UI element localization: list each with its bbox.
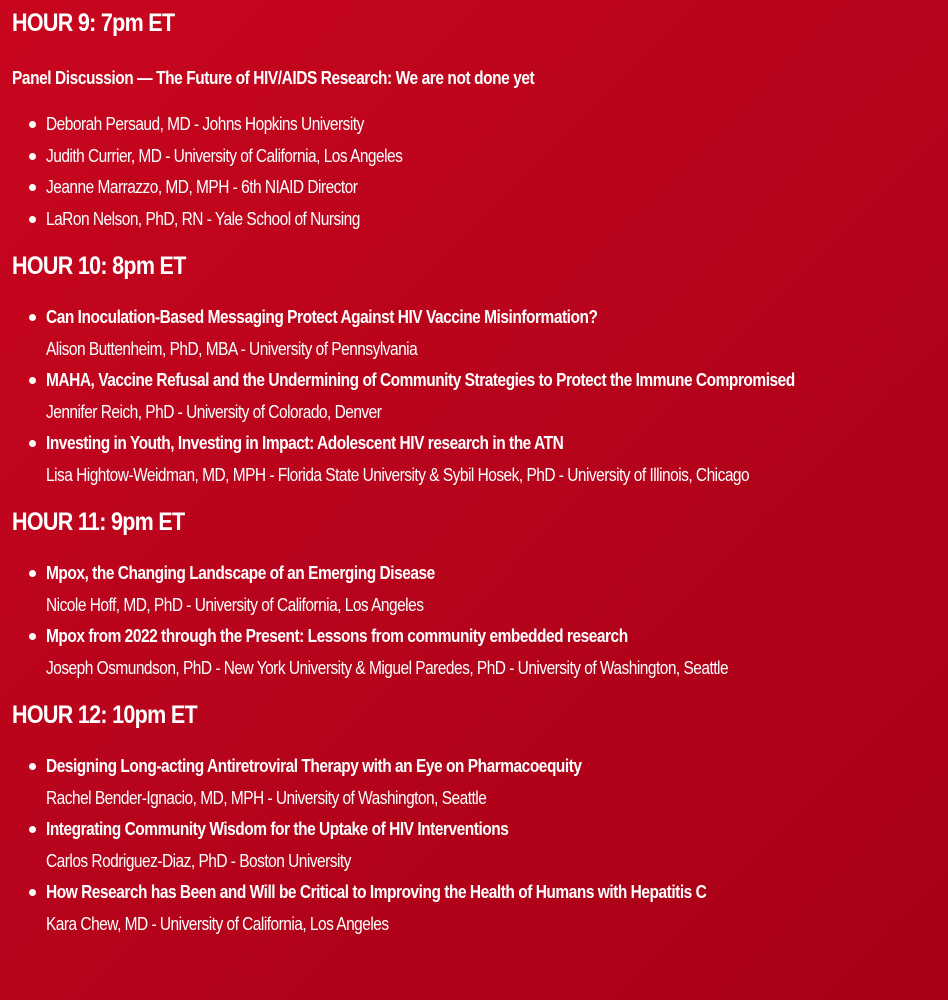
list-item	[46, 558, 936, 621]
bullet-icon	[29, 216, 36, 223]
talk-title: MAHA, Vaccine Refusal and the Undermining of Community Strategies to Protect the Immune Compromised	[46, 370, 795, 390]
talk-title: Mpox, the Changing Landscape of an Emerging Disease	[46, 563, 435, 583]
list-item	[46, 172, 936, 204]
bullet-icon	[29, 121, 36, 128]
list-item	[46, 877, 936, 940]
talk-speakers: Alison Buttenheim, PhD, MBA - University of Pennsylvania	[46, 338, 418, 359]
hour-heading: HOUR 12: 10pm ET	[12, 701, 197, 729]
hour-10-section	[12, 249, 936, 491]
list-item	[46, 109, 936, 141]
talk-speakers: Rachel Bender-Ignacio, MD, MPH - University of Washington, Seattle	[46, 787, 487, 808]
list-item	[46, 814, 936, 877]
hour-heading: HOUR 11: 9pm ET	[12, 508, 185, 536]
bullet-icon	[29, 153, 36, 160]
bullet-icon	[29, 570, 36, 577]
bullet-icon	[29, 633, 36, 640]
panel-title: Panel Discussion — The Future of HIV/AIDS Research: We are not done yet	[12, 68, 535, 88]
talk-list	[12, 302, 936, 491]
bullet-icon	[29, 763, 36, 770]
bullet-icon	[29, 889, 36, 896]
list-item	[46, 621, 936, 684]
list-item	[46, 204, 936, 236]
list-item	[46, 428, 936, 491]
panelist-list	[12, 109, 936, 235]
list-item	[46, 751, 936, 814]
panelist-name: LaRon Nelson, PhD, RN - Yale School of Nursing	[46, 208, 360, 229]
hour-11-section	[12, 505, 936, 684]
panelist-name: Jeanne Marrazzo, MD, MPH - 6th NIAID Director	[46, 177, 358, 197]
talk-speakers: Lisa Hightow-Weidman, MD, MPH - Florida State University & Sybil Hosek, PhD - University of Illinois, Chicago	[46, 464, 750, 485]
panelist-name: Judith Currier, MD - University of California, Los Angeles	[46, 145, 403, 166]
hour-9-section	[12, 6, 936, 235]
talk-title: How Research has Been and Will be Critical to Improving the Health of Humans with Hepatitis C	[46, 882, 707, 902]
bullet-icon	[29, 314, 36, 321]
list-item	[46, 141, 936, 173]
talk-title: Investing in Youth, Investing in Impact: Adolescent HIV research in the ATN	[46, 433, 564, 453]
bullet-icon	[29, 184, 36, 191]
talk-list	[12, 751, 936, 940]
hour-heading: HOUR 9: 7pm ET	[12, 9, 175, 37]
talk-speakers: Joseph Osmundson, PhD - New York University & Miguel Paredes, PhD - University of Washington, Seattle	[46, 657, 729, 678]
bullet-icon	[29, 826, 36, 833]
talk-speakers: Kara Chew, MD - University of California, Los Angeles	[46, 913, 389, 934]
bullet-icon	[29, 377, 36, 384]
hour-heading: HOUR 10: 8pm ET	[12, 252, 186, 280]
talk-title: Can Inoculation-Based Messaging Protect Against HIV Vaccine Misinformation?	[46, 307, 598, 327]
talk-title: Mpox from 2022 through the Present: Lessons from community embedded research	[46, 626, 628, 646]
list-item	[46, 365, 936, 428]
talk-speakers: Carlos Rodriguez-Diaz, PhD - Boston University	[46, 850, 351, 871]
bullet-icon	[29, 440, 36, 447]
hour-12-section	[12, 698, 936, 940]
talk-list	[12, 558, 936, 684]
panelist-name: Deborah Persaud, MD - Johns Hopkins University	[46, 114, 364, 134]
list-item	[46, 302, 936, 365]
talk-title: Designing Long-acting Antiretroviral Therapy with an Eye on Pharmacoequity	[46, 756, 582, 776]
talk-speakers: Nicole Hoff, MD, PhD - University of California, Los Angeles	[46, 594, 424, 615]
talk-title: Integrating Community Wisdom for the Uptake of HIV Interventions	[46, 819, 509, 839]
talk-speakers: Jennifer Reich, PhD - University of Colorado, Denver	[46, 401, 382, 422]
